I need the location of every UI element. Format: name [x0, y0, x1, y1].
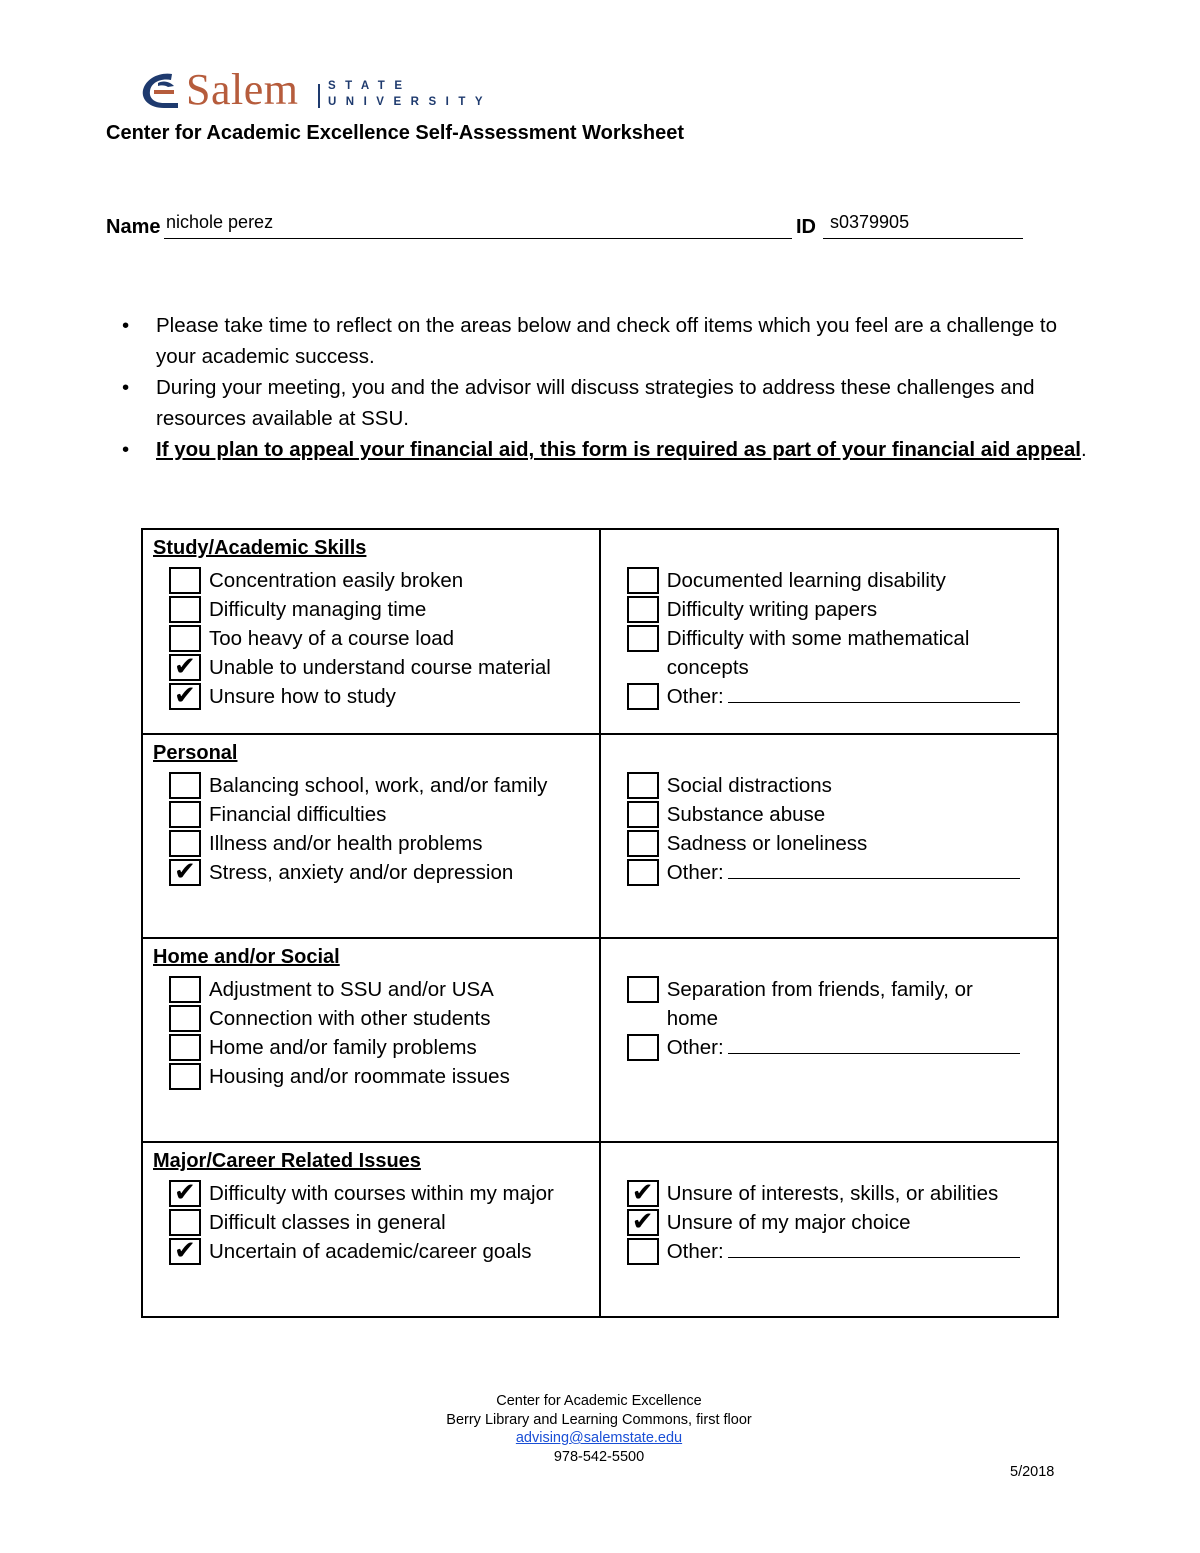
- footer-location: Berry Library and Learning Commons, first floor: [446, 1411, 752, 1428]
- self-assessment-table: [141, 528, 1059, 1318]
- checklist-item-label: Unsure of my major choice: [666, 1211, 911, 1234]
- section-title: Home and/or Social: [153, 946, 340, 968]
- bullet-icon: •: [122, 438, 130, 461]
- section-cell-right: [600, 1142, 1058, 1317]
- checkbox[interactable]: [627, 1209, 659, 1236]
- checklist-item-label: Unsure of interests, skills, or abilities: [666, 1182, 999, 1205]
- section-cell-left: [142, 734, 600, 938]
- checklist-item-label: Illness and/or health problems: [209, 832, 483, 855]
- checkbox[interactable]: [169, 772, 201, 799]
- revision-date: 5/2018: [1010, 1464, 1055, 1480]
- id-label: ID: [796, 216, 816, 238]
- section-row: [142, 938, 1058, 1142]
- checklist-item-label: Adjustment to SSU and/or USA: [209, 978, 494, 1001]
- checklist: [153, 771, 599, 887]
- name-field-underline: [164, 238, 792, 239]
- checkbox[interactable]: [169, 1063, 201, 1090]
- checkmark-icon: ✔: [174, 1236, 196, 1266]
- checklist-item-label: Balancing school, work, and/or family: [209, 774, 548, 797]
- checklist-item-label: Other:: [666, 1240, 724, 1263]
- section-title: Study/Academic Skills: [153, 537, 367, 559]
- checkmark-icon: ✔: [174, 681, 196, 711]
- other-write-in-field[interactable]: [728, 1033, 1020, 1054]
- checkbox[interactable]: [169, 1209, 201, 1236]
- checklist-item-label: Financial difficulties: [209, 803, 387, 826]
- section-spacer: [611, 739, 1057, 767]
- checklist-item: [153, 800, 599, 829]
- checklist-item-label: Stress, anxiety and/or depression: [209, 861, 514, 884]
- id-field-underline: [823, 238, 1023, 239]
- checkbox[interactable]: [627, 625, 659, 652]
- instruction-item: [122, 372, 1092, 434]
- bullet-icon: •: [122, 314, 130, 337]
- logo-divider: [318, 84, 320, 108]
- checkbox[interactable]: [169, 1034, 201, 1061]
- name-label: Name: [106, 216, 161, 238]
- other-write-in-field[interactable]: [728, 1237, 1020, 1258]
- checklist-item-label: Difficulty with some mathematical: [666, 627, 970, 650]
- checklist: [153, 566, 599, 711]
- checklist-item-label: Housing and/or roommate issues: [209, 1065, 510, 1088]
- checklist-item: [611, 771, 1057, 800]
- checklist-item: [611, 829, 1057, 858]
- checkbox[interactable]: [627, 683, 659, 710]
- checklist-item-label: Separation from friends, family, or: [666, 978, 973, 1001]
- checklist-item: [611, 1033, 1057, 1062]
- section-title: Major/Career Related Issues: [153, 1150, 421, 1172]
- instruction-item: [122, 434, 1092, 465]
- logo-state-text: STATE: [328, 80, 412, 92]
- checkbox[interactable]: [169, 976, 201, 1003]
- checklist-item: [153, 1033, 599, 1062]
- checklist-item: [611, 975, 1057, 1004]
- checklist-item-label: Other:: [666, 1036, 724, 1059]
- checklist-item-label: Difficulty writing papers: [666, 598, 878, 621]
- section-spacer: [611, 943, 1057, 971]
- name-field-value[interactable]: nichole perez: [166, 212, 274, 232]
- checklist-item-label: Home and/or family problems: [209, 1036, 477, 1059]
- checklist: [611, 566, 1057, 711]
- checkbox[interactable]: [627, 1238, 659, 1265]
- checkbox[interactable]: [169, 654, 201, 681]
- checklist-item: [611, 1004, 1057, 1033]
- checkbox[interactable]: [627, 976, 659, 1003]
- checklist-item-label: Substance abuse: [666, 803, 826, 826]
- checklist-item-label: Other:: [666, 861, 724, 884]
- checklist: [611, 1179, 1057, 1266]
- checklist-item: [153, 653, 599, 682]
- checklist-item-label: Social distractions: [666, 774, 832, 797]
- checklist-item: [153, 566, 599, 595]
- checklist-item-label: concepts: [666, 656, 749, 679]
- section-cell-right: [600, 938, 1058, 1142]
- checkbox[interactable]: [627, 859, 659, 886]
- checkmark-icon: ✔: [174, 652, 196, 682]
- checklist-item-label: Uncertain of academic/career goals: [209, 1240, 532, 1263]
- bullet-icon: •: [122, 376, 130, 399]
- checklist-item-label: Other:: [666, 685, 724, 708]
- section-cell-right: [600, 529, 1058, 734]
- checklist-item: [611, 595, 1057, 624]
- document-title: Center for Academic Excellence Self-Assessment Worksheet: [106, 122, 685, 144]
- checkbox[interactable]: [627, 596, 659, 623]
- checkbox[interactable]: [627, 830, 659, 857]
- section-row: [142, 734, 1058, 938]
- checklist-item: [153, 595, 599, 624]
- checklist-item-label: Difficult classes in general: [209, 1211, 446, 1234]
- checklist-item-label: Too heavy of a course load: [209, 627, 455, 650]
- checkbox[interactable]: [627, 801, 659, 828]
- checklist-item-label: Connection with other students: [209, 1007, 491, 1030]
- instruction-text: Please take time to reflect on the areas below and check off items which you feel are a challenge to your academic success.: [156, 314, 1057, 368]
- salem-logo-icon: [138, 70, 186, 112]
- instruction-text-financial-aid: If you plan to appeal your financial aid, this form is required as part of your financial aid appeal: [156, 438, 1081, 461]
- instruction-item: [122, 310, 1092, 372]
- checklist-item: [153, 771, 599, 800]
- checklist-item: [153, 1179, 599, 1208]
- checklist-item-label: Difficulty with courses within my major: [209, 1182, 554, 1205]
- checklist-item: [611, 1208, 1057, 1237]
- checklist: [153, 975, 599, 1091]
- checklist-item: [153, 858, 599, 887]
- id-field-value[interactable]: s0379905: [830, 212, 910, 232]
- checkbox[interactable]: [169, 830, 201, 857]
- checklist-item-label: Concentration easily broken: [209, 569, 464, 592]
- checkbox[interactable]: [627, 772, 659, 799]
- checkmark-icon: ✔: [174, 1178, 196, 1208]
- section-title: Personal: [153, 742, 238, 764]
- checklist: [611, 975, 1057, 1062]
- footer-phone: 978-542-5500: [553, 1448, 645, 1465]
- other-write-in-field[interactable]: [728, 682, 1020, 703]
- checklist-item: [153, 1062, 599, 1091]
- checklist-item-label: home: [666, 1007, 718, 1030]
- footer-email-link[interactable]: advising@salemstate.edu: [515, 1430, 683, 1446]
- checklist-item: [153, 1208, 599, 1237]
- section-spacer: [611, 534, 1057, 562]
- section-row: [142, 1142, 1058, 1317]
- checkmark-icon: ✔: [631, 1178, 654, 1208]
- checkbox[interactable]: [627, 1034, 659, 1061]
- checklist-item: [611, 682, 1057, 711]
- checklist-item: [611, 1237, 1057, 1266]
- checkbox[interactable]: [169, 596, 201, 623]
- checklist-item-label: Unable to understand course material: [209, 656, 551, 679]
- checklist-item: [153, 975, 599, 1004]
- checkbox[interactable]: [169, 683, 201, 710]
- checkbox[interactable]: [169, 801, 201, 828]
- checklist-item: [611, 1179, 1057, 1208]
- checklist-item: [153, 1004, 599, 1033]
- checklist: [611, 771, 1057, 887]
- checklist-item: [611, 566, 1057, 595]
- checklist-item: [153, 682, 599, 711]
- section-cell-right: [600, 734, 1058, 938]
- checkbox[interactable]: [169, 1180, 201, 1207]
- section-cell-left: [142, 1142, 600, 1317]
- checkbox[interactable]: [627, 1180, 659, 1207]
- checkmark-icon: ✔: [174, 857, 196, 887]
- checklist-item: [153, 829, 599, 858]
- instructions-list: [122, 310, 1092, 465]
- footer: [0, 1392, 1198, 1466]
- checklist-item: [611, 858, 1057, 887]
- section-cell-left: [142, 529, 600, 734]
- checklist-item-label: Unsure how to study: [209, 685, 396, 708]
- checklist: [153, 1179, 599, 1266]
- section-spacer: [611, 1147, 1057, 1175]
- checklist-item: [611, 653, 1057, 682]
- checklist-item: [611, 800, 1057, 829]
- logo-university-text: UNIVERSITY: [328, 96, 493, 108]
- instruction-text: During your meeting, you and the advisor will discuss strategies to address these challenges and resources available at SSU.: [156, 376, 1035, 430]
- checklist-item: [153, 1237, 599, 1266]
- checkbox[interactable]: [169, 625, 201, 652]
- instruction-period: .: [1080, 438, 1087, 461]
- checklist-item: [153, 624, 599, 653]
- checkbox[interactable]: [169, 1238, 201, 1265]
- section-row: [142, 529, 1058, 734]
- checklist-item-label: Difficulty managing time: [209, 598, 427, 621]
- footer-center-name: Center for Academic Excellence: [496, 1393, 702, 1409]
- other-write-in-field[interactable]: [728, 858, 1020, 879]
- logo-wordmark: Salem: [186, 65, 299, 114]
- section-cell-left: [142, 938, 600, 1142]
- checkbox[interactable]: [169, 859, 201, 886]
- checkbox[interactable]: [169, 1005, 201, 1032]
- checklist-item-label: Sadness or loneliness: [666, 832, 868, 855]
- checklist-item: [611, 624, 1057, 653]
- checklist-item-label: Documented learning disability: [666, 569, 946, 592]
- checkbox[interactable]: [169, 567, 201, 594]
- checkmark-icon: ✔: [631, 1207, 654, 1237]
- checkbox[interactable]: [627, 567, 659, 594]
